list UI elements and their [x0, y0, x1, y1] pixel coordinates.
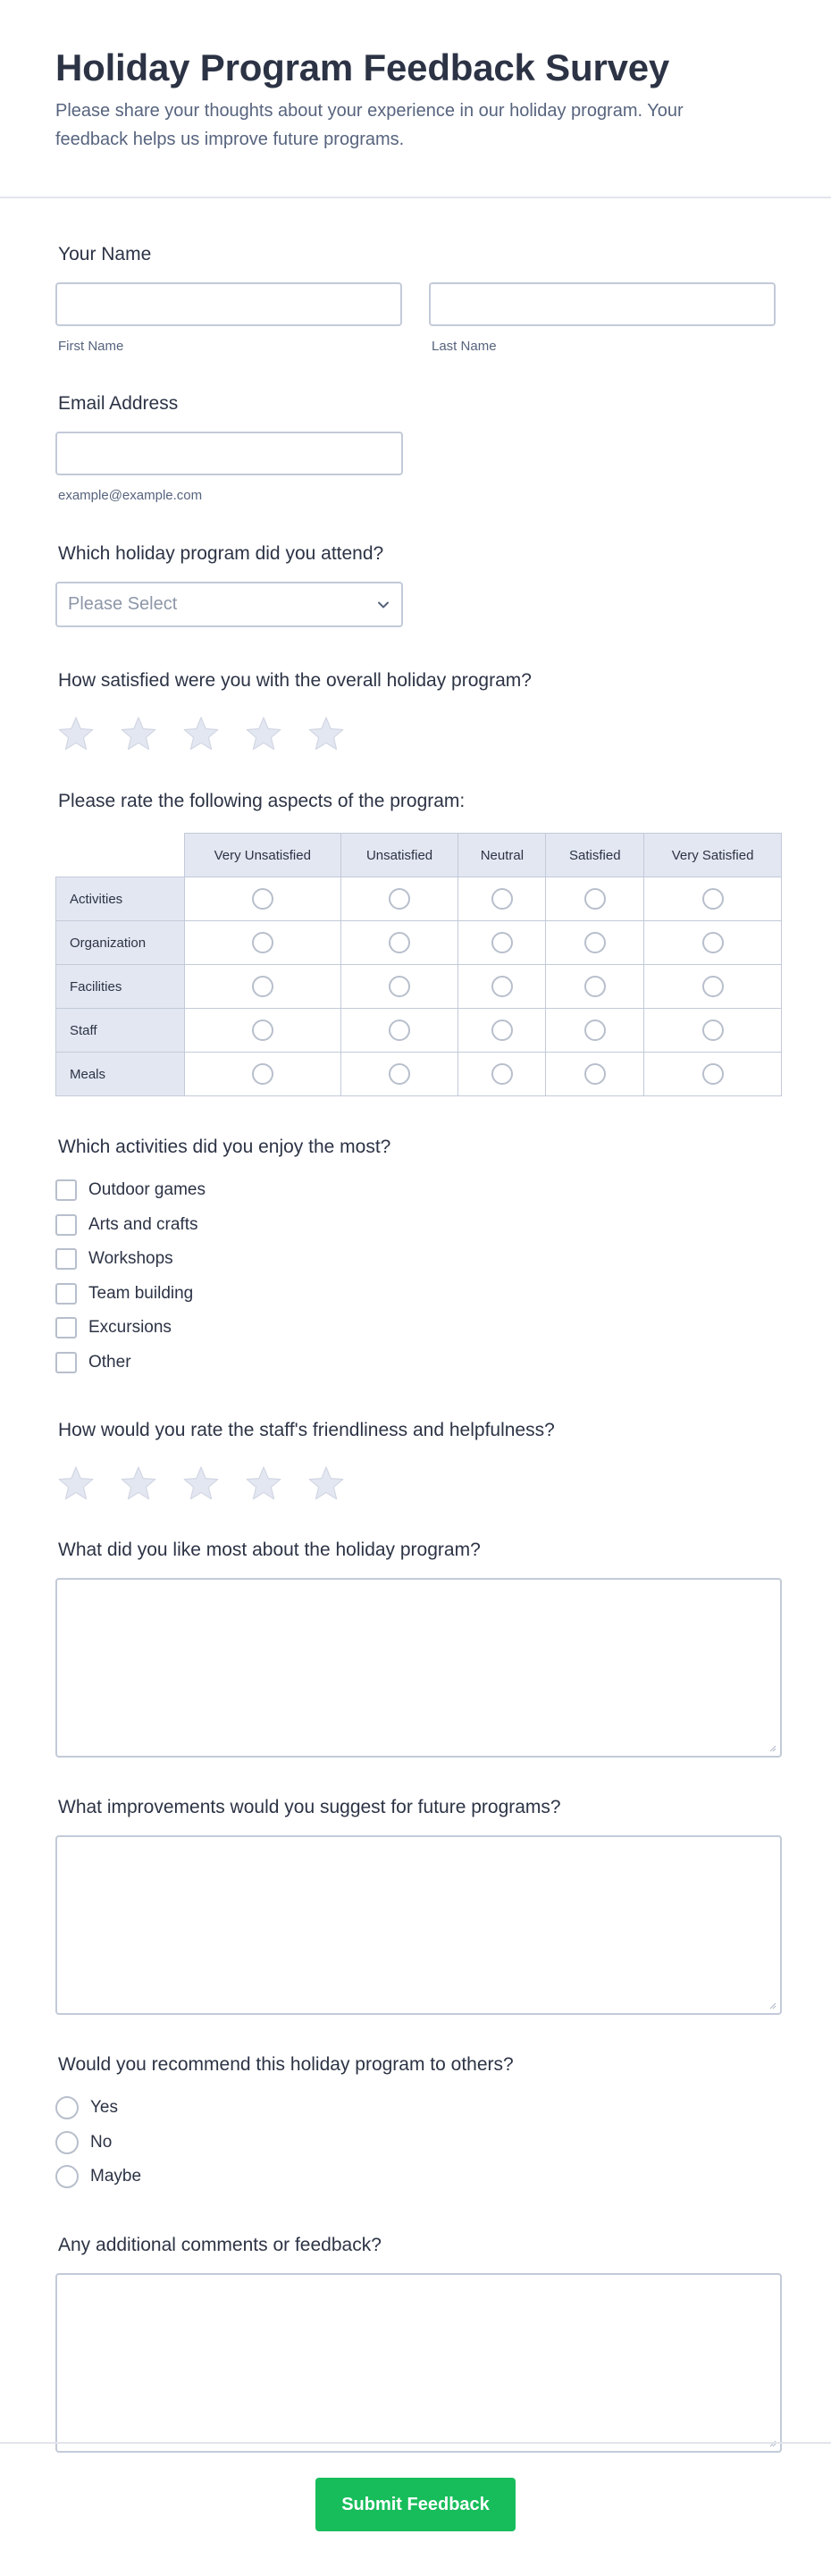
- matrix-cell: [458, 1009, 546, 1053]
- matrix-radio[interactable]: [252, 1019, 273, 1041]
- matrix-row: [56, 921, 782, 965]
- email-input[interactable]: [55, 432, 403, 475]
- submit-button[interactable]: Submit Feedback: [315, 2478, 516, 2531]
- matrix-cell: [340, 965, 458, 1009]
- matrix-cell: [644, 965, 782, 1009]
- matrix-cell: [546, 921, 644, 965]
- activity-option[interactable]: [55, 1277, 776, 1312]
- activity-option[interactable]: [55, 1208, 776, 1243]
- radio-button[interactable]: [55, 2131, 79, 2154]
- matrix-radio[interactable]: [252, 1063, 273, 1085]
- star-icon[interactable]: [182, 716, 220, 751]
- matrix-radio[interactable]: [252, 888, 273, 910]
- checkbox-label: Other: [88, 1352, 131, 1372]
- matrix-cell: [458, 1053, 546, 1096]
- form-footer: [0, 2442, 831, 2576]
- matrix-cell: [644, 921, 782, 965]
- checkbox-label: Team building: [88, 1283, 194, 1303]
- comments-textarea[interactable]: [55, 2273, 782, 2453]
- star-icon[interactable]: [182, 1465, 220, 1501]
- star-icon[interactable]: [120, 716, 157, 751]
- matrix-radio[interactable]: [584, 932, 606, 953]
- comments-label: Any additional comments or feedback?: [58, 2234, 382, 2255]
- matrix-cell: [340, 921, 458, 965]
- name-field-group: [55, 243, 776, 354]
- checkbox[interactable]: [55, 1283, 77, 1305]
- matrix-radio[interactable]: [702, 888, 724, 910]
- matrix-radio[interactable]: [389, 932, 410, 953]
- matrix-col-header: Very Satisfied: [644, 834, 782, 877]
- overall-star-rating: [55, 716, 776, 751]
- activity-option[interactable]: [55, 1311, 776, 1346]
- activities-checkbox-list: [55, 1173, 776, 1380]
- matrix-cell: [340, 1009, 458, 1053]
- activity-option[interactable]: [55, 1173, 776, 1208]
- matrix-cell: [458, 965, 546, 1009]
- overall-rating-group: [55, 669, 776, 751]
- aspects-matrix-group: [55, 790, 776, 1096]
- matrix-row-label: Meals: [56, 1053, 185, 1096]
- star-icon[interactable]: [120, 1465, 157, 1501]
- checkbox[interactable]: [55, 1352, 77, 1373]
- matrix-cell: [340, 1053, 458, 1096]
- staff-rating-label: How would you rate the staff's friendliness and helpfulness?: [58, 1420, 555, 1440]
- matrix-radio[interactable]: [252, 976, 273, 997]
- matrix-cell: [184, 1009, 340, 1053]
- survey-form: [0, 243, 831, 2453]
- program-field-group: [55, 542, 776, 627]
- checkbox-label: Workshops: [88, 1249, 173, 1269]
- star-icon[interactable]: [57, 1465, 95, 1501]
- liked-textarea[interactable]: [55, 1578, 782, 1758]
- matrix-radio[interactable]: [389, 1063, 410, 1085]
- matrix-row-label: Activities: [56, 877, 185, 921]
- checkbox-label: Excursions: [88, 1318, 172, 1338]
- improvements-label: What improvements would you suggest for future programs?: [58, 1797, 561, 1817]
- radio-label: Yes: [90, 2098, 118, 2118]
- resize-handle-icon[interactable]: [768, 2001, 776, 2010]
- matrix-radio[interactable]: [252, 932, 273, 953]
- last-name-sublabel: Last Name: [432, 339, 497, 354]
- recommend-option[interactable]: [55, 2091, 776, 2126]
- recommend-option[interactable]: [55, 2160, 776, 2194]
- matrix-radio[interactable]: [491, 932, 513, 953]
- matrix-row-label: Staff: [56, 1009, 185, 1053]
- matrix-row-label: Facilities: [56, 965, 185, 1009]
- matrix-label: Please rate the following aspects of the program:: [58, 791, 466, 811]
- matrix-row-label: Organization: [56, 921, 185, 965]
- email-field-group: [55, 392, 776, 503]
- matrix-cell: [340, 877, 458, 921]
- matrix-cell: [644, 1053, 782, 1096]
- checkbox[interactable]: [55, 1179, 77, 1201]
- matrix-cell: [458, 877, 546, 921]
- matrix-radio[interactable]: [702, 1019, 724, 1041]
- last-name-col: [429, 282, 776, 354]
- matrix-radio[interactable]: [491, 1063, 513, 1085]
- matrix-col-header: Satisfied: [546, 834, 644, 877]
- matrix-cell: [546, 1053, 644, 1096]
- checkbox[interactable]: [55, 1317, 77, 1338]
- matrix-cell: [184, 965, 340, 1009]
- matrix-cell: [184, 877, 340, 921]
- name-row: [55, 282, 776, 354]
- first-name-sublabel: First Name: [58, 339, 124, 354]
- star-icon[interactable]: [307, 1465, 345, 1501]
- matrix-cell: [546, 1009, 644, 1053]
- checkbox[interactable]: [55, 1248, 77, 1270]
- recommend-label: Would you recommend this holiday program to others?: [58, 2054, 514, 2075]
- recommend-field-group: [55, 2053, 776, 2194]
- liked-field-group: [55, 1539, 776, 1758]
- matrix-cell: [184, 921, 340, 965]
- checkbox[interactable]: [55, 1214, 77, 1236]
- name-label: Your Name: [58, 244, 152, 264]
- checkbox-label: Arts and crafts: [88, 1214, 198, 1234]
- aspects-matrix: [55, 833, 782, 1096]
- matrix-row: [56, 965, 782, 1009]
- radio-label: No: [90, 2132, 113, 2152]
- email-label: Email Address: [58, 393, 179, 414]
- matrix-col-header: Very Unsatisfied: [184, 834, 340, 877]
- improvements-textarea[interactable]: [55, 1835, 782, 2015]
- matrix-radio[interactable]: [491, 976, 513, 997]
- recommend-option[interactable]: [55, 2126, 776, 2161]
- staff-star-rating: [55, 1465, 776, 1501]
- recommend-radio-list: [55, 2091, 776, 2194]
- matrix-row: [56, 877, 782, 921]
- matrix-radio[interactable]: [491, 888, 513, 910]
- activity-option[interactable]: [55, 1346, 776, 1380]
- email-sublabel: example@example.com: [58, 488, 203, 503]
- matrix-row: [56, 1009, 782, 1053]
- star-icon[interactable]: [245, 1465, 282, 1501]
- program-select[interactable]: [55, 582, 403, 627]
- matrix-cell: [184, 1053, 340, 1096]
- form-header: [0, 0, 831, 198]
- overall-rating-label: How satisfied were you with the overall holiday program?: [58, 670, 532, 691]
- matrix-row: [56, 1053, 782, 1096]
- matrix-cell: [546, 877, 644, 921]
- matrix-radio[interactable]: [389, 1019, 410, 1041]
- matrix-cell: [644, 877, 782, 921]
- first-name-col: [55, 282, 402, 354]
- matrix-radio[interactable]: [491, 1019, 513, 1041]
- activities-label: Which activities did you enjoy the most?: [58, 1137, 391, 1157]
- matrix-radio[interactable]: [702, 932, 724, 953]
- radio-button[interactable]: [55, 2165, 79, 2188]
- radio-label: Maybe: [90, 2167, 142, 2186]
- matrix-col-header: Neutral: [458, 834, 546, 877]
- matrix-header-row: [56, 834, 782, 877]
- matrix-radio[interactable]: [389, 888, 410, 910]
- matrix-radio[interactable]: [584, 888, 606, 910]
- matrix-col-header: Unsatisfied: [340, 834, 458, 877]
- matrix-radio[interactable]: [702, 976, 724, 997]
- matrix-radio[interactable]: [702, 1063, 724, 1085]
- chevron-down-icon: [376, 598, 390, 612]
- matrix-cell: [546, 965, 644, 1009]
- star-icon[interactable]: [307, 716, 345, 751]
- program-select-value: Please Select: [68, 594, 178, 614]
- program-label: Which holiday program did you attend?: [58, 543, 384, 564]
- radio-button[interactable]: [55, 2096, 79, 2119]
- matrix-corner: [56, 834, 185, 877]
- activities-field-group: [55, 1136, 776, 1380]
- last-name-input[interactable]: [429, 282, 776, 326]
- star-icon[interactable]: [57, 716, 95, 751]
- improvements-field-group: [55, 1796, 776, 2015]
- comments-field-group: [55, 2234, 776, 2453]
- star-icon[interactable]: [245, 716, 282, 751]
- matrix-radio[interactable]: [389, 976, 410, 997]
- matrix-cell: [644, 1009, 782, 1053]
- staff-rating-group: [55, 1419, 776, 1501]
- matrix-radio[interactable]: [584, 1019, 606, 1041]
- first-name-input[interactable]: [55, 282, 402, 326]
- page-subtitle: Please share your thoughts about your experience in our holiday program. Your feedback helps us improve future programs.: [55, 101, 684, 149]
- resize-handle-icon[interactable]: [768, 1743, 776, 1752]
- checkbox-label: Outdoor games: [88, 1180, 206, 1200]
- matrix-cell: [458, 921, 546, 965]
- liked-label: What did you like most about the holiday program?: [58, 1540, 481, 1560]
- page-title: Holiday Program Feedback Survey: [55, 46, 670, 88]
- matrix-radio[interactable]: [584, 976, 606, 997]
- activity-option[interactable]: [55, 1242, 776, 1277]
- matrix-radio[interactable]: [584, 1063, 606, 1085]
